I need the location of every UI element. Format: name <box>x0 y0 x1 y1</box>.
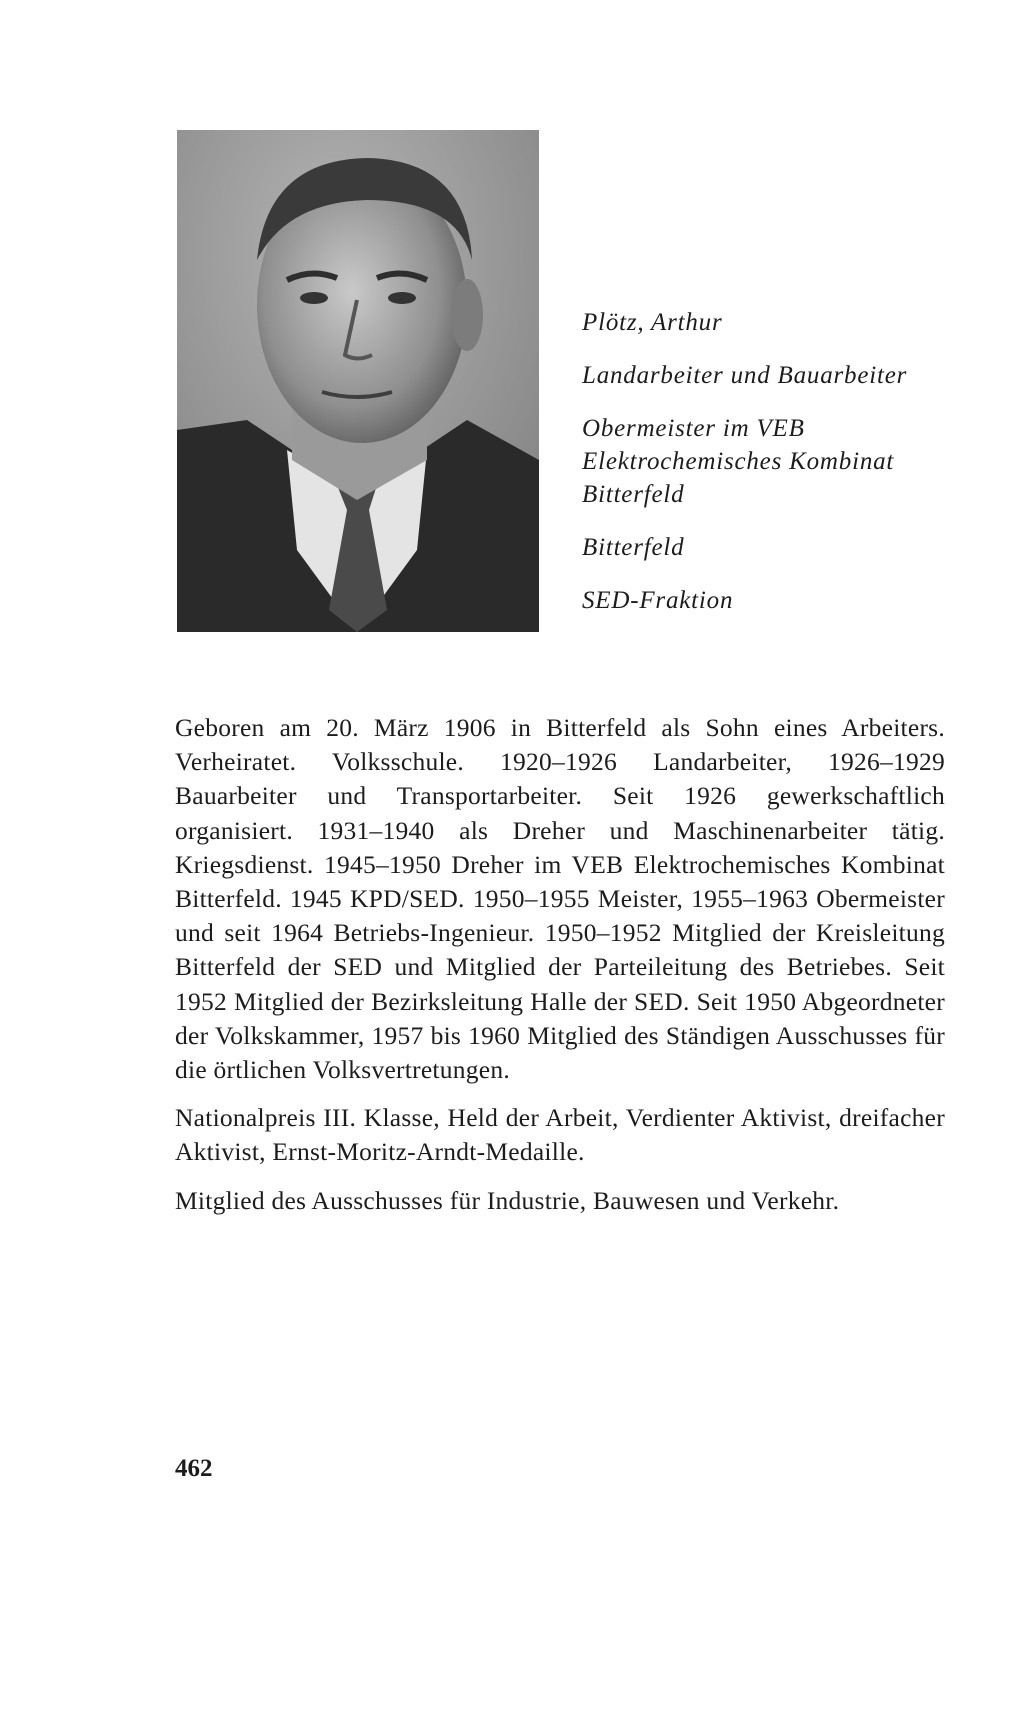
member-profession: Landarbeiter und Bauarbeiter <box>582 362 908 389</box>
biography-paragraph-awards: Nationalpreis III. Klasse, Held der Arbeit, Verdienter Aktivist, dreifacher Aktivist, Ernst-Moritz-Arndt-Medaille. <box>175 1103 945 1167</box>
page-number: 462 <box>175 1455 213 1482</box>
member-location: Bitterfeld <box>582 534 685 561</box>
portrait-illustration <box>177 130 539 632</box>
member-name: Plötz, Arthur <box>582 309 723 336</box>
member-position: Obermeister im VEB Elektrochemisches Kombinat Bitterfeld <box>582 415 895 508</box>
member-info <box>582 306 922 637</box>
portrait-photo <box>177 130 539 632</box>
biography-paragraph-committee: Mitglied des Ausschusses für Industrie, Bauwesen und Verkehr. <box>175 1185 840 1215</box>
member-faction: SED-Fraktion <box>582 587 734 614</box>
biography-paragraph-career: Geboren am 20. März 1906 in Bitterfeld als Sohn eines Arbeiters. Verheiratet. Volksschule. 1920–1926 Landarbeiter, 1926–1929 Bauarbeiter und Transportarbeiter. Seit 1926 gewerkschaftlich organisiert. 1931–1940 als Dreher und Maschinenarbeiter tätig. Kriegsdienst. 1945–1950 Dreher im VEB Elektrochemisches Kombinat Bitterfeld. 1945 KPD/SED. 1950–1955 Meister, 1955–1963 Obermeister und seit 1964 Betriebs-Ingenieur. 1950–1952 Mitglied der Kreisleitung Bitterfeld der SED und Mitglied der Parteileitung des Betriebes. Seit 1952 Mitglied der Bezirksleitung Halle der SED. Seit 1950 Abgeordneter der Volkskammer, 1957 bis 1960 Mitglied des Ständigen Ausschusses für die örtlichen Volksvertretungen. <box>175 713 945 1085</box>
biography <box>175 711 945 1232</box>
